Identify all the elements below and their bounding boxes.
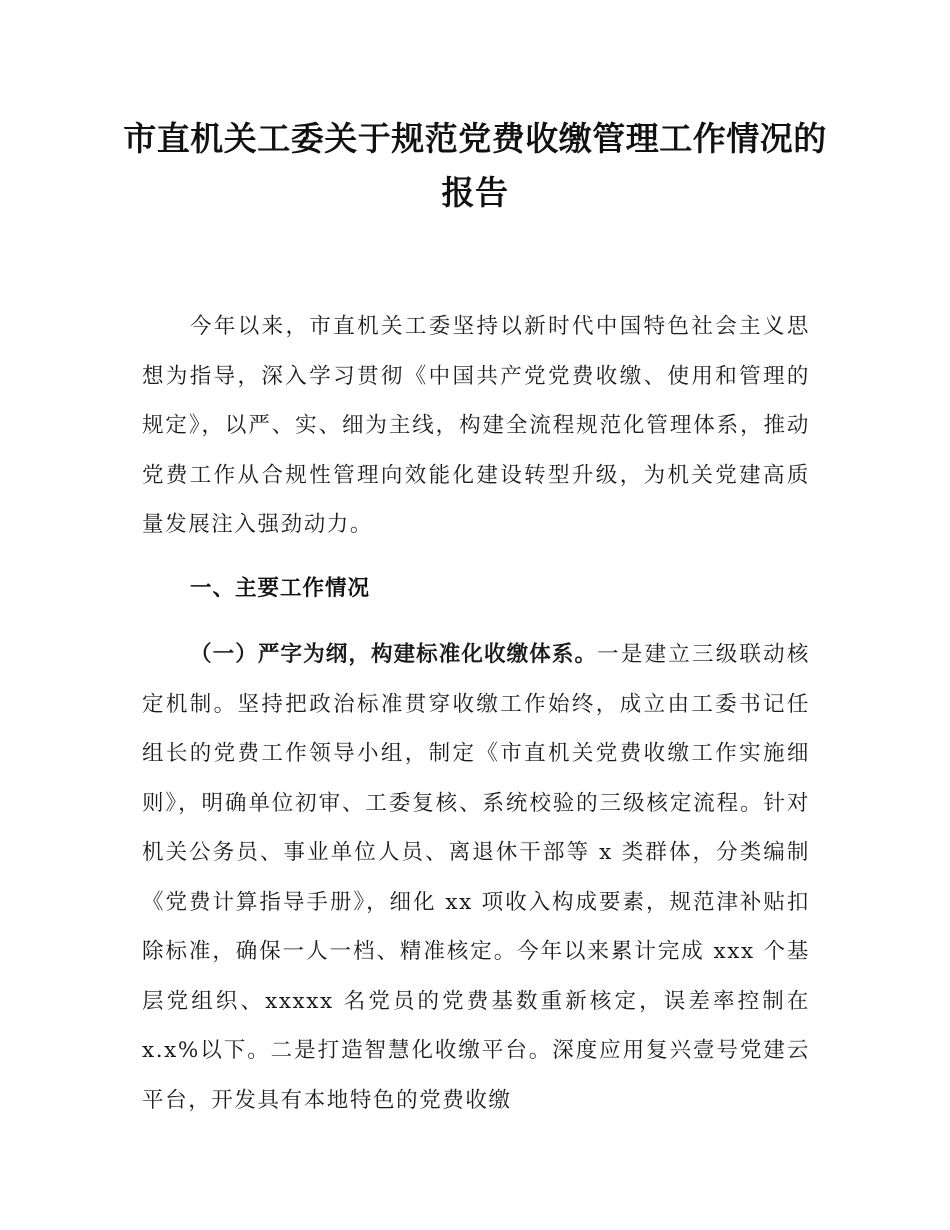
section-body-block: [142, 630, 810, 1125]
section-subheading: （一）严字为纲，构建标准化收缴体系。: [190, 642, 598, 667]
intro-paragraph-block: [142, 302, 810, 550]
document-title: 市直机关工委关于规范党费收缴管理工作情况的报告: [123, 119, 827, 212]
section-paragraph: [142, 630, 810, 1125]
intro-paragraph: 今年以来，市直机关工委坚持以新时代中国特色社会主义思想为指导，深入学习贯彻《中国共产党党费收缴、使用和管理的规定》，以严、实、细为主线，构建全流程规范化管理体系，推动党费工作从合规性管理向效能化建设转型升级，为机关党建高质量发展注入强劲动力。: [142, 314, 810, 537]
section-body-text: 一是建立三级联动核定机制。坚持把政治标准贯穿收缴工作始终，成立由工委书记任组长的党费工作领导小组，制定《市直机关党费收缴工作实施细则》，明确单位初审、工委复核、系统校验的三级核定流程。针对机关公务员、事业单位人员、离退休干部等 x 类群体，分类编制《党费计算指导手册》，细化 xx 项收入构成要素，规范津补贴扣除标准，确保一人一档、精准核定。今年以来累计完成 xxx 个基层党组织、xxxxx 名党员的党费基数重新核定，误差率控制在 x.x%以下。二是打造智慧化收缴平台。深度应用复兴壹号党建云平台，开发具有本地特色的党费收缴: [142, 642, 810, 1113]
section-heading: 一、主要工作情况: [190, 576, 371, 601]
